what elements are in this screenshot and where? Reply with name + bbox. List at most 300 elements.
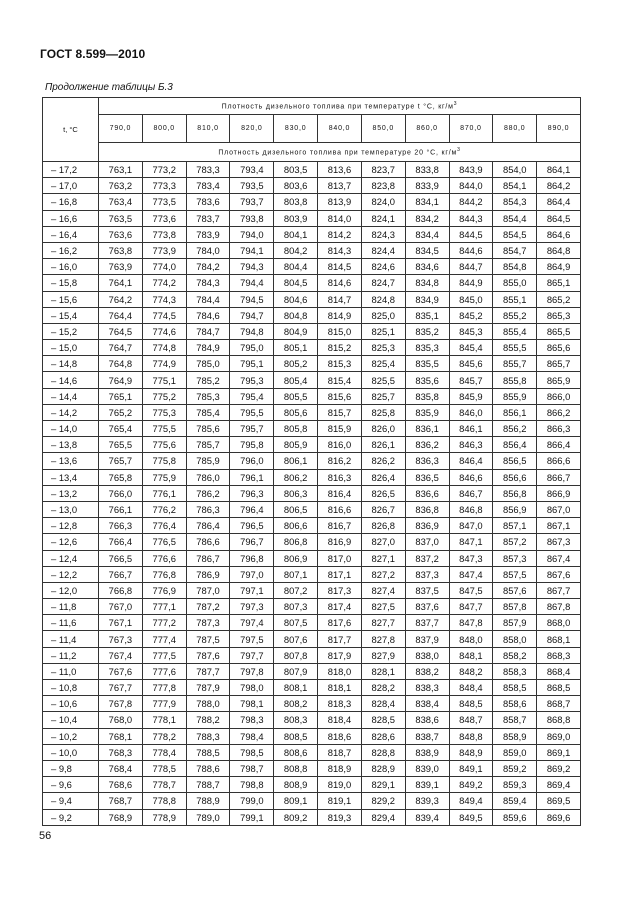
density-cell: 796,1 [230, 469, 274, 485]
table-row [43, 582, 581, 598]
table-caption: Продолжение таблицы Б.3 [45, 82, 173, 93]
density-cell: 839,0 [405, 760, 449, 776]
table-row [43, 550, 581, 566]
density-cell: 849,5 [449, 809, 493, 825]
temperature-cell: – 15,0 [43, 340, 99, 356]
density-cell: 858,5 [493, 680, 537, 696]
density-cell: 857,2 [493, 534, 537, 550]
density-cell: 786,2 [186, 485, 230, 501]
density-cell: 843,9 [449, 162, 493, 178]
density-cell: 867,3 [537, 534, 581, 550]
density-cell: 797,3 [230, 599, 274, 615]
density-cell: 858,9 [493, 728, 537, 744]
table-row [43, 307, 581, 323]
density-cell: 864,5 [537, 210, 581, 226]
density-cell: 865,2 [537, 291, 581, 307]
density-cell: 804,2 [274, 242, 318, 258]
density-cell: 844,7 [449, 259, 493, 275]
density-cell: 867,7 [537, 582, 581, 598]
temperature-cell: – 11,2 [43, 647, 99, 663]
density-cell: 844,2 [449, 194, 493, 210]
table-row [43, 323, 581, 339]
density-cell: 785,4 [186, 404, 230, 420]
table-row [43, 404, 581, 420]
density-cell: 816,7 [318, 518, 362, 534]
density-cell: 813,9 [318, 194, 362, 210]
density-cell: 767,8 [99, 696, 143, 712]
density-cell: 825,0 [361, 307, 405, 323]
density-cell: 783,9 [186, 226, 230, 242]
density-cell: 773,6 [142, 210, 186, 226]
density-column-header: 840,0 [318, 115, 362, 143]
density-cell: 784,9 [186, 340, 230, 356]
table-row [43, 760, 581, 776]
density-cell: 805,8 [274, 421, 318, 437]
density-cell: 837,2 [405, 550, 449, 566]
density-cell: 763,8 [99, 242, 143, 258]
document-title: ГОСТ 8.599—2010 [40, 47, 146, 61]
density-cell: 784,0 [186, 242, 230, 258]
temperature-cell: – 12,6 [43, 534, 99, 550]
density-cell: 868,5 [537, 680, 581, 696]
density-cell: 834,5 [405, 242, 449, 258]
density-cell: 819,3 [318, 809, 362, 825]
density-cell: 854,0 [493, 162, 537, 178]
density-cell: 788,0 [186, 696, 230, 712]
density-cell: 836,9 [405, 518, 449, 534]
density-cell: 793,8 [230, 210, 274, 226]
density-cell: 845,3 [449, 323, 493, 339]
temperature-cell: – 10,6 [43, 696, 99, 712]
density-cell: 857,9 [493, 615, 537, 631]
density-cell: 773,8 [142, 226, 186, 242]
density-cell: 795,4 [230, 388, 274, 404]
density-column-header: 860,0 [405, 115, 449, 143]
density-cell: 866,9 [537, 485, 581, 501]
density-cell: 825,1 [361, 323, 405, 339]
temperature-column-header: t, °C [43, 98, 99, 162]
density-cell: 855,9 [493, 388, 537, 404]
density-cell: 849,4 [449, 793, 493, 809]
density-cell: 838,6 [405, 712, 449, 728]
density-cell: 788,2 [186, 712, 230, 728]
density-cell: 776,5 [142, 534, 186, 550]
density-cell: 854,8 [493, 259, 537, 275]
temperature-cell: – 13,8 [43, 437, 99, 453]
density-cell: 804,6 [274, 291, 318, 307]
density-cell: 847,0 [449, 518, 493, 534]
temperature-cell: – 16,0 [43, 259, 99, 275]
density-cell: 806,8 [274, 534, 318, 550]
density-cell: 777,5 [142, 647, 186, 663]
density-cell: 864,9 [537, 259, 581, 275]
density-cell: 827,7 [361, 615, 405, 631]
density-cell: 858,3 [493, 663, 537, 679]
density-cell: 846,7 [449, 485, 493, 501]
density-cell: 835,6 [405, 372, 449, 388]
density-cell: 768,7 [99, 793, 143, 809]
density-cell: 815,2 [318, 340, 362, 356]
density-cell: 787,0 [186, 582, 230, 598]
density-cell: 776,2 [142, 501, 186, 517]
density-cell: 836,1 [405, 421, 449, 437]
density-cell: 796,3 [230, 485, 274, 501]
temperature-cell: – 14,6 [43, 372, 99, 388]
density-cell: 856,2 [493, 421, 537, 437]
density-cell: 816,6 [318, 501, 362, 517]
density-cell: 786,0 [186, 469, 230, 485]
density-cell: 865,3 [537, 307, 581, 323]
density-cell: 775,2 [142, 388, 186, 404]
density-cell: 814,3 [318, 242, 362, 258]
density-cell: 839,3 [405, 793, 449, 809]
density-cell: 796,5 [230, 518, 274, 534]
density-cell: 849,2 [449, 777, 493, 793]
density-cell: 799,1 [230, 809, 274, 825]
density-cell: 835,9 [405, 404, 449, 420]
density-cell: 799,0 [230, 793, 274, 809]
density-cell: 818,3 [318, 696, 362, 712]
density-cell: 775,6 [142, 437, 186, 453]
density-cell: 798,8 [230, 777, 274, 793]
density-cell: 837,3 [405, 566, 449, 582]
density-cell: 829,2 [361, 793, 405, 809]
table-row [43, 259, 581, 275]
density-cell: 766,3 [99, 518, 143, 534]
density-cell: 766,5 [99, 550, 143, 566]
density-cell: 798,5 [230, 744, 274, 760]
density-cell: 834,1 [405, 194, 449, 210]
density-cell: 848,2 [449, 663, 493, 679]
density-cell: 764,2 [99, 291, 143, 307]
density-cell: 785,9 [186, 453, 230, 469]
density-cell: 858,2 [493, 647, 537, 663]
density-cell: 794,5 [230, 291, 274, 307]
density-cell: 763,2 [99, 178, 143, 194]
density-cell: 788,9 [186, 793, 230, 809]
density-cell: 835,2 [405, 323, 449, 339]
density-columns-row [43, 115, 581, 143]
density-cell: 834,2 [405, 210, 449, 226]
density-cell: 793,5 [230, 178, 274, 194]
density-at-t-header-unit-exponent: 3 [453, 101, 458, 108]
density-cell: 786,6 [186, 534, 230, 550]
density-cell: 765,4 [99, 421, 143, 437]
density-cell: 774,3 [142, 291, 186, 307]
table-row [43, 793, 581, 809]
density-cell: 814,0 [318, 210, 362, 226]
density-cell: 817,3 [318, 582, 362, 598]
density-cell: 825,8 [361, 404, 405, 420]
density-cell: 804,9 [274, 323, 318, 339]
density-cell: 845,7 [449, 372, 493, 388]
density-cell: 866,4 [537, 437, 581, 453]
density-cell: 824,6 [361, 259, 405, 275]
density-cell: 765,8 [99, 469, 143, 485]
density-cell: 806,1 [274, 453, 318, 469]
density-cell: 786,3 [186, 501, 230, 517]
density-cell: 767,1 [99, 615, 143, 631]
table-row [43, 469, 581, 485]
density-cell: 796,4 [230, 501, 274, 517]
density-cell: 869,1 [537, 744, 581, 760]
density-cell: 837,0 [405, 534, 449, 550]
density-cell: 837,5 [405, 582, 449, 598]
density-cell: 793,7 [230, 194, 274, 210]
density-column-header: 890,0 [537, 115, 581, 143]
density-cell: 767,7 [99, 680, 143, 696]
density-cell: 763,5 [99, 210, 143, 226]
density-cell: 864,8 [537, 242, 581, 258]
density-cell: 824,1 [361, 210, 405, 226]
density-cell: 846,4 [449, 453, 493, 469]
density-cell: 847,7 [449, 599, 493, 615]
density-cell: 764,7 [99, 340, 143, 356]
density-cell: 866,2 [537, 404, 581, 420]
temperature-cell: – 16,8 [43, 194, 99, 210]
density-cell: 854,4 [493, 210, 537, 226]
density-column-header: 870,0 [449, 115, 493, 143]
density-cell: 777,9 [142, 696, 186, 712]
density-at-20-header-unit-exponent: 3 [457, 147, 461, 154]
density-cell: 827,1 [361, 550, 405, 566]
density-cell: 858,7 [493, 712, 537, 728]
density-cell: 777,2 [142, 615, 186, 631]
density-cell: 785,7 [186, 437, 230, 453]
density-cell: 835,8 [405, 388, 449, 404]
density-cell: 818,7 [318, 744, 362, 760]
density-cell: 848,1 [449, 647, 493, 663]
density-cell: 855,0 [493, 275, 537, 291]
density-cell: 827,4 [361, 582, 405, 598]
density-cell: 838,3 [405, 680, 449, 696]
density-cell: 836,5 [405, 469, 449, 485]
table-row [43, 631, 581, 647]
density-cell: 763,9 [99, 259, 143, 275]
density-cell: 866,0 [537, 388, 581, 404]
density-cell: 798,7 [230, 760, 274, 776]
density-cell: 787,5 [186, 631, 230, 647]
density-cell: 808,5 [274, 728, 318, 744]
density-cell: 765,7 [99, 453, 143, 469]
temperature-cell: – 12,0 [43, 582, 99, 598]
density-cell: 796,8 [230, 550, 274, 566]
density-cell: 854,1 [493, 178, 537, 194]
density-cell: 776,8 [142, 566, 186, 582]
density-cell: 818,6 [318, 728, 362, 744]
density-cell: 828,9 [361, 760, 405, 776]
density-cell: 845,9 [449, 388, 493, 404]
density-cell: 774,9 [142, 356, 186, 372]
density-cell: 768,1 [99, 728, 143, 744]
density-cell: 826,0 [361, 421, 405, 437]
density-cell: 855,1 [493, 291, 537, 307]
table-row [43, 372, 581, 388]
table-row [43, 663, 581, 679]
density-cell: 839,1 [405, 777, 449, 793]
density-table [42, 97, 581, 826]
density-cell: 805,5 [274, 388, 318, 404]
density-cell: 787,7 [186, 663, 230, 679]
density-cell: 864,2 [537, 178, 581, 194]
density-cell: 826,1 [361, 437, 405, 453]
temperature-cell: – 9,4 [43, 793, 99, 809]
density-cell: 785,3 [186, 388, 230, 404]
density-cell: 774,2 [142, 275, 186, 291]
density-cell: 767,6 [99, 663, 143, 679]
density-cell: 838,9 [405, 744, 449, 760]
density-cell: 817,1 [318, 566, 362, 582]
table-row [43, 777, 581, 793]
density-cell: 825,4 [361, 356, 405, 372]
table-row [43, 485, 581, 501]
density-cell: 765,2 [99, 404, 143, 420]
density-cell: 773,5 [142, 194, 186, 210]
temperature-cell: – 10,0 [43, 744, 99, 760]
density-cell: 846,6 [449, 469, 493, 485]
density-cell: 795,0 [230, 340, 274, 356]
temperature-cell: – 11,8 [43, 599, 99, 615]
density-cell: 865,9 [537, 372, 581, 388]
density-cell: 794,3 [230, 259, 274, 275]
density-cell: 815,9 [318, 421, 362, 437]
density-cell: 857,5 [493, 566, 537, 582]
density-cell: 776,9 [142, 582, 186, 598]
density-cell: 783,4 [186, 178, 230, 194]
density-cell: 869,4 [537, 777, 581, 793]
density-cell: 858,0 [493, 631, 537, 647]
temperature-cell: – 14,2 [43, 404, 99, 420]
density-cell: 846,3 [449, 437, 493, 453]
density-cell: 775,8 [142, 453, 186, 469]
density-cell: 803,6 [274, 178, 318, 194]
density-cell: 854,5 [493, 226, 537, 242]
density-cell: 845,2 [449, 307, 493, 323]
temperature-cell: – 15,8 [43, 275, 99, 291]
temperature-cell: – 14,4 [43, 388, 99, 404]
density-cell: 857,1 [493, 518, 537, 534]
density-cell: 867,8 [537, 599, 581, 615]
density-cell: 837,9 [405, 631, 449, 647]
density-cell: 824,8 [361, 291, 405, 307]
density-cell: 817,4 [318, 599, 362, 615]
density-cell: 848,0 [449, 631, 493, 647]
density-cell: 868,8 [537, 712, 581, 728]
density-cell: 867,6 [537, 566, 581, 582]
density-cell: 807,5 [274, 615, 318, 631]
density-cell: 764,9 [99, 372, 143, 388]
density-cell: 794,4 [230, 275, 274, 291]
density-cell: 858,6 [493, 696, 537, 712]
density-cell: 868,3 [537, 647, 581, 663]
temperature-cell: – 10,8 [43, 680, 99, 696]
density-cell: 864,4 [537, 194, 581, 210]
density-cell: 827,8 [361, 631, 405, 647]
density-cell: 836,8 [405, 501, 449, 517]
density-cell: 864,6 [537, 226, 581, 242]
density-cell: 859,2 [493, 760, 537, 776]
table-row [43, 501, 581, 517]
density-cell: 768,6 [99, 777, 143, 793]
density-cell: 795,3 [230, 372, 274, 388]
density-cell: 866,6 [537, 453, 581, 469]
density-cell: 787,2 [186, 599, 230, 615]
temperature-cell: – 10,2 [43, 728, 99, 744]
density-cell: 777,6 [142, 663, 186, 679]
density-cell: 867,1 [537, 518, 581, 534]
density-cell: 797,1 [230, 582, 274, 598]
density-cell: 778,5 [142, 760, 186, 776]
temperature-cell: – 9,8 [43, 760, 99, 776]
density-cell: 835,3 [405, 340, 449, 356]
table-row [43, 809, 581, 825]
density-cell: 846,0 [449, 404, 493, 420]
density-cell: 818,4 [318, 712, 362, 728]
density-cell: 807,2 [274, 582, 318, 598]
density-cell: 767,4 [99, 647, 143, 663]
density-cell: 816,0 [318, 437, 362, 453]
density-cell: 768,0 [99, 712, 143, 728]
density-cell: 777,8 [142, 680, 186, 696]
density-cell: 778,4 [142, 744, 186, 760]
density-cell: 846,8 [449, 501, 493, 517]
density-cell: 855,7 [493, 356, 537, 372]
table-row [43, 566, 581, 582]
density-cell: 834,8 [405, 275, 449, 291]
density-cell: 816,4 [318, 485, 362, 501]
density-cell: 777,1 [142, 599, 186, 615]
temperature-cell: – 9,2 [43, 809, 99, 825]
table-row [43, 744, 581, 760]
density-cell: 768,9 [99, 809, 143, 825]
density-cell: 764,1 [99, 275, 143, 291]
density-cell: 869,0 [537, 728, 581, 744]
density-cell: 817,7 [318, 631, 362, 647]
density-cell: 839,4 [405, 809, 449, 825]
density-cell: 805,6 [274, 404, 318, 420]
density-cell: 855,8 [493, 372, 537, 388]
density-cell: 815,3 [318, 356, 362, 372]
density-cell: 855,5 [493, 340, 537, 356]
density-cell: 798,1 [230, 696, 274, 712]
density-cell: 845,4 [449, 340, 493, 356]
density-cell: 788,6 [186, 760, 230, 776]
density-cell: 848,4 [449, 680, 493, 696]
density-cell: 775,3 [142, 404, 186, 420]
density-cell: 855,4 [493, 323, 537, 339]
density-cell: 778,1 [142, 712, 186, 728]
density-cell: 778,7 [142, 777, 186, 793]
density-cell: 847,4 [449, 566, 493, 582]
temperature-cell: – 13,0 [43, 501, 99, 517]
density-cell: 848,7 [449, 712, 493, 728]
table-row [43, 712, 581, 728]
table-row [43, 291, 581, 307]
density-cell: 774,5 [142, 307, 186, 323]
density-cell: 828,2 [361, 680, 405, 696]
density-cell: 819,1 [318, 793, 362, 809]
temperature-cell: – 17,2 [43, 162, 99, 178]
temperature-cell: – 16,6 [43, 210, 99, 226]
density-cell: 827,2 [361, 566, 405, 582]
table-row [43, 356, 581, 372]
density-cell: 798,0 [230, 680, 274, 696]
density-cell: 856,5 [493, 453, 537, 469]
table-row [43, 728, 581, 744]
density-cell: 849,1 [449, 760, 493, 776]
table-row [43, 178, 581, 194]
density-cell: 847,3 [449, 550, 493, 566]
